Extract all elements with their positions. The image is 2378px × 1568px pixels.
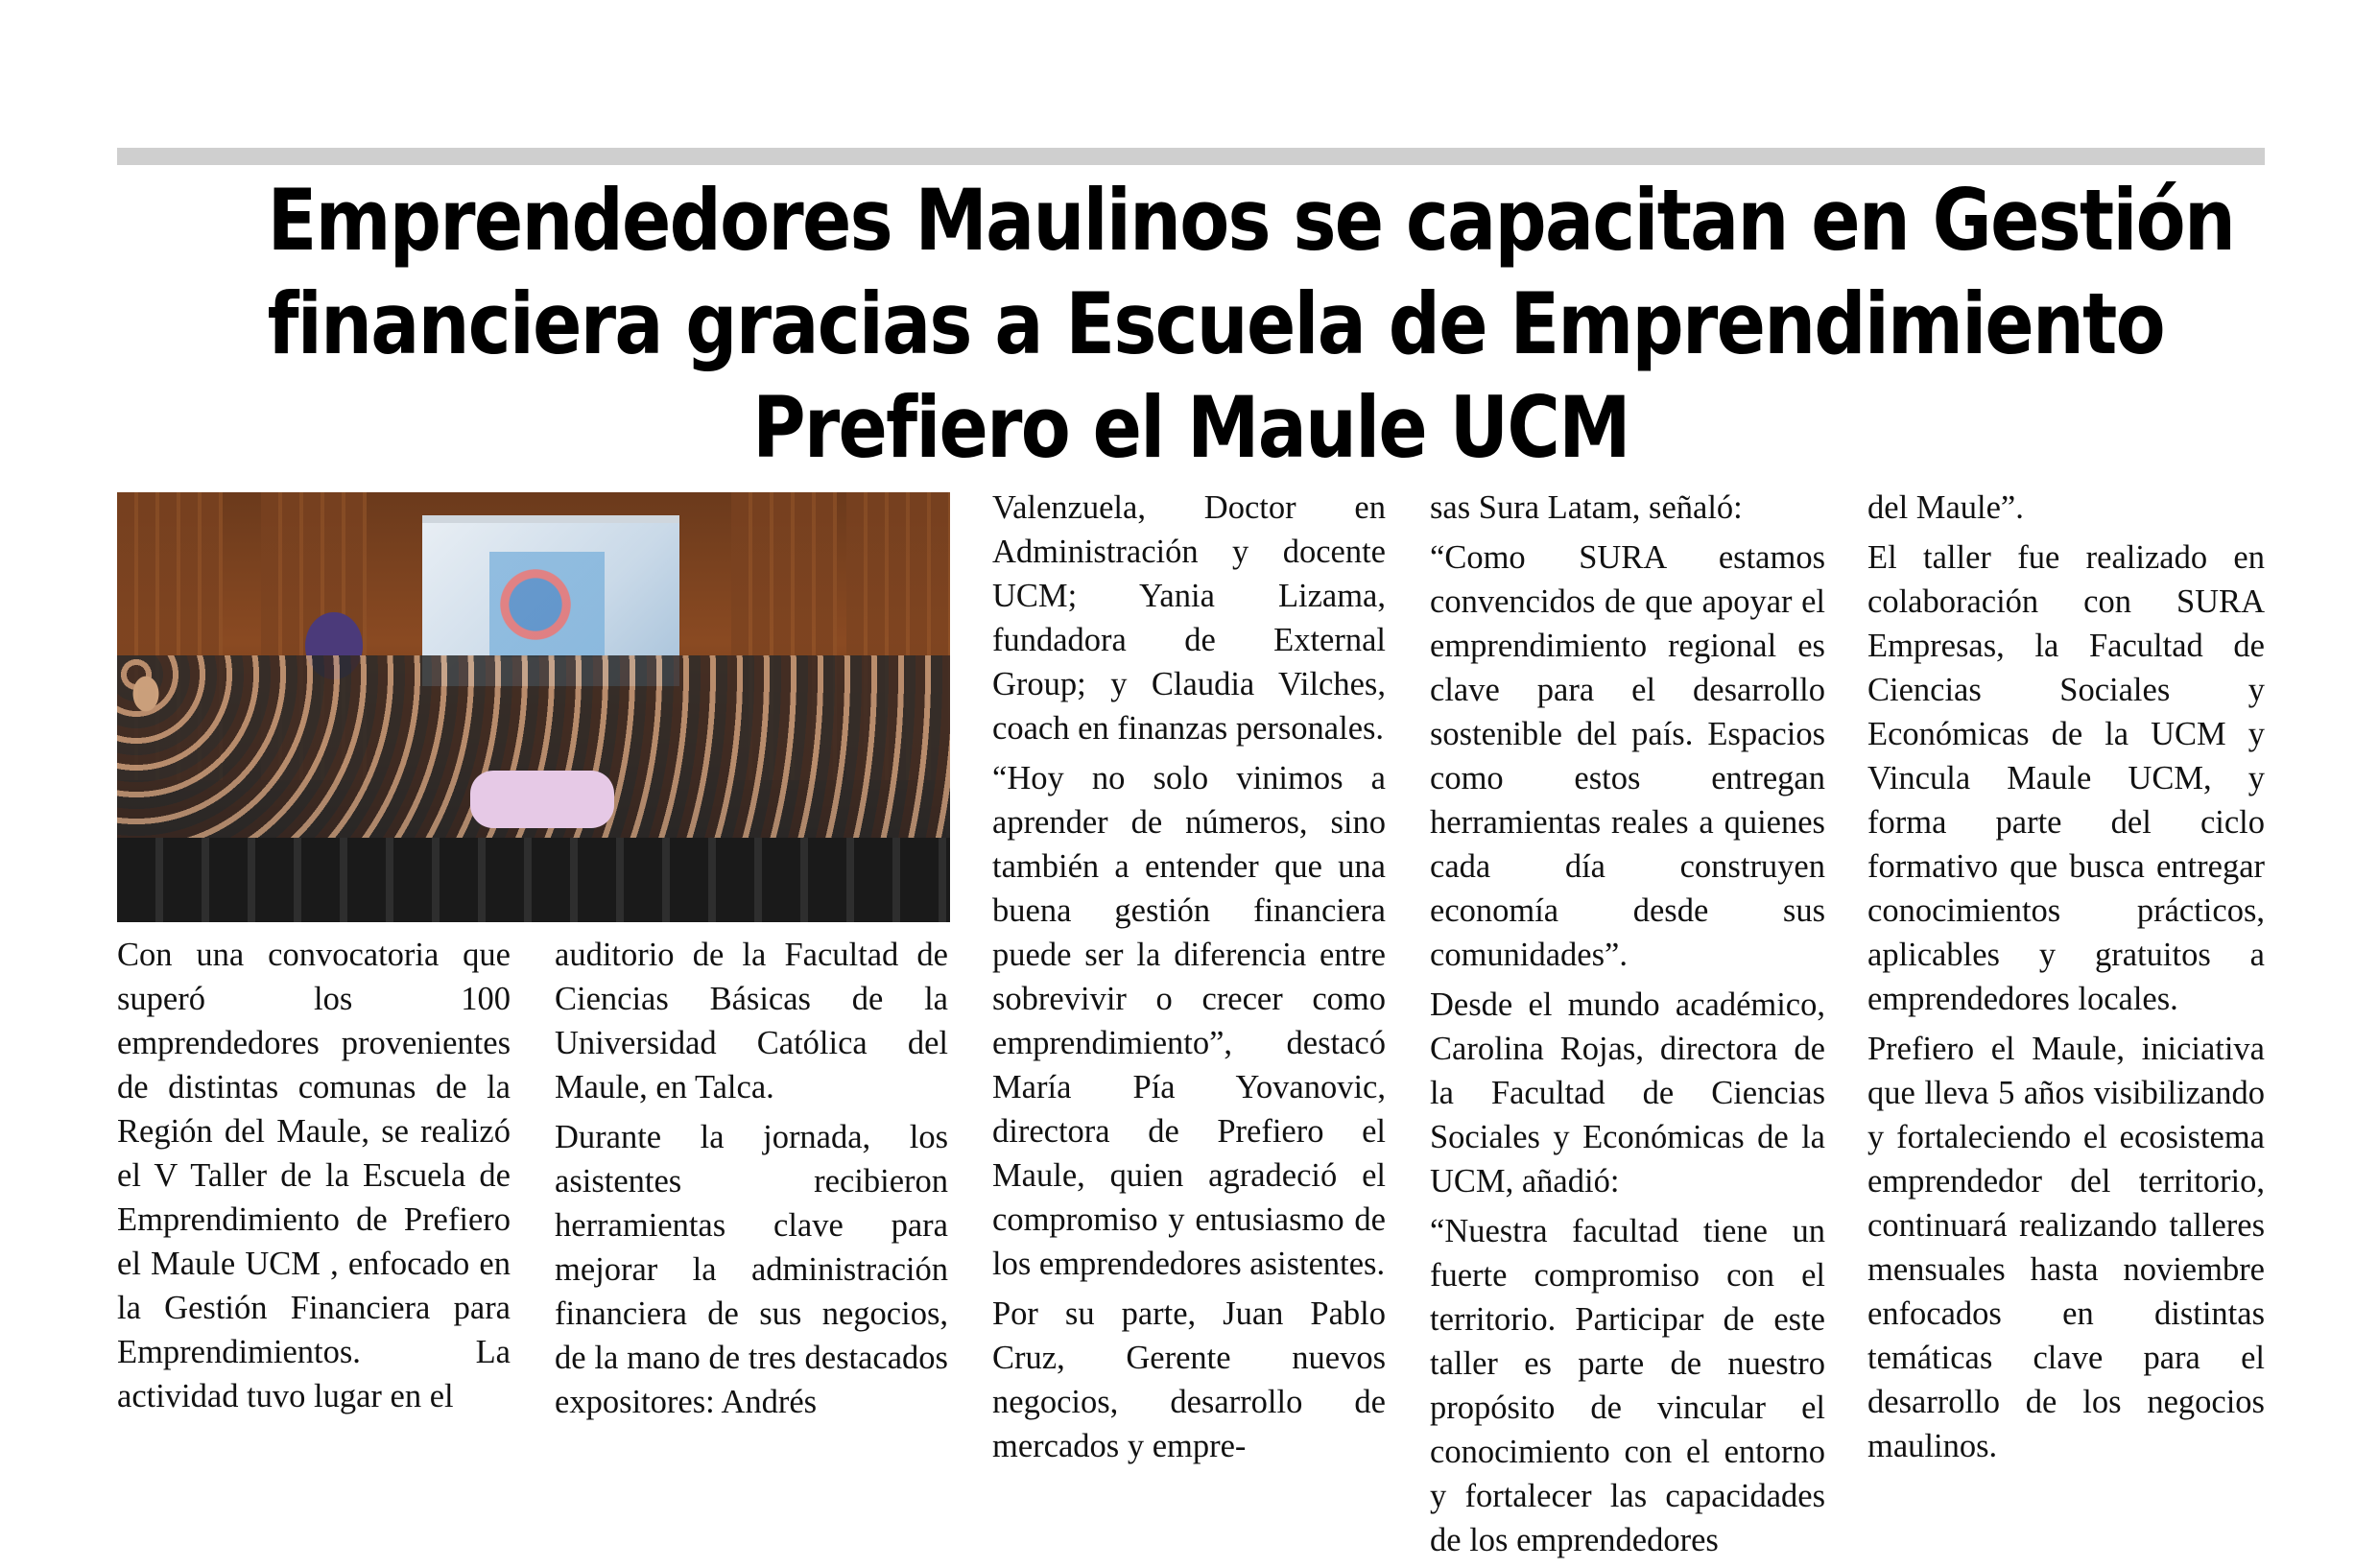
paragraph: Por su parte, Juan Pablo Cruz, Gerente nuevos negocios, desarrollo de mercados y empre- xyxy=(992,1295,1386,1464)
paragraph: sas Sura Latam, señaló: xyxy=(1430,489,1743,526)
paragraph: auditorio de la Facultad de Ciencias Básicas de la Universidad Católica del Maule, en Talca. xyxy=(555,937,948,1105)
paragraph: “Nuestra facultad tiene un fuerte compromiso con el territorio. Participar de este taller es parte de nuestro propósito de vincular el conocimiento con el entorno y fortalecer las capacidades de los emprendedores xyxy=(1430,1213,1825,1558)
group-photo xyxy=(117,492,950,922)
paragraph: del Maule”. xyxy=(1867,489,2024,526)
paragraph: Con una convocatoria que superó los 100 emprendedores provenientes de distintas comunas de la Región del Maule, se realizó el V Taller de la Escuela de Emprendimiento de Prefiero el Maule UCM , enfocado en la Gestión Financiera para Emprendimientos. La actividad tuvo lugar en el xyxy=(117,937,511,1414)
paragraph: “Hoy no solo vinimos a aprender de números, sino también a entender que una buena gestión financiera puede ser la diferencia entre sobrevivir o crecer como emprendimiento”, destacó María Pía Yovanovic, directora de Prefiero el Maule, quien agradeció el compromiso y entusiasmo de los emprendedores asistentes. xyxy=(992,760,1386,1282)
headline xyxy=(267,169,2235,480)
headline-line-1: Emprendedores Maulinos se capacitan en Gestión xyxy=(267,171,2235,270)
paragraph: “Como SURA estamos convencidos de que apoyar el emprendimiento regional es clave para el desarrollo sostenible del país. Espacios como estos entregan herramientas reales a quienes cada día construyen economía desde sus comunidades”. xyxy=(1430,539,1825,973)
paragraph: Durante la jornada, los asistentes recibieron herramientas clave para mejorar la administración financiera de sus negocios, de la mano de tres destacados expositores: Andrés xyxy=(555,1119,948,1420)
projected-map xyxy=(489,552,605,657)
column-4 xyxy=(1430,486,1825,1568)
held-sign xyxy=(470,771,614,828)
paragraph: Desde el mundo académico, Carolina Rojas, directora de la Facultad de Ciencias Sociales y Económicas de la UCM, añadió: xyxy=(1430,986,1825,1200)
column-3 xyxy=(992,486,1386,1474)
headline-line-3: Prefiero el Maule UCM xyxy=(752,378,1629,477)
top-rule xyxy=(117,148,2265,165)
paragraph: Valenzuela, Doctor en Administración y docente UCM; Yania Lizama, fundadora de External Group; y Claudia Vilches, coach en finanzas personales. xyxy=(992,489,1386,747)
headline-line-2: financiera gracias a Escuela de Emprendimiento xyxy=(267,274,2164,373)
auditorium-seats xyxy=(117,838,950,922)
paragraph: El taller fue realizado en colaboración con SURA Empresas, la Facultad de Ciencias Sociales y Económicas de la UCM y Vincula Maule UCM, y forma parte del ciclo formativo que busca entregar conocimientos prácticos, aplicables y gratuitos a emprendedores locales. xyxy=(1867,539,2265,1017)
column-5 xyxy=(1867,486,2265,1474)
paragraph: Prefiero el Maule, iniciativa que lleva 5 años visibilizando y fortaleciendo el ecosistema emprendedor del territorio, continuará realizando talleres mensuales hasta noviembre enfocados en distintas temáticas clave para el desarrollo de los negocios maulinos. xyxy=(1867,1031,2265,1464)
column-2 xyxy=(555,933,948,1430)
column-1 xyxy=(117,933,511,1424)
